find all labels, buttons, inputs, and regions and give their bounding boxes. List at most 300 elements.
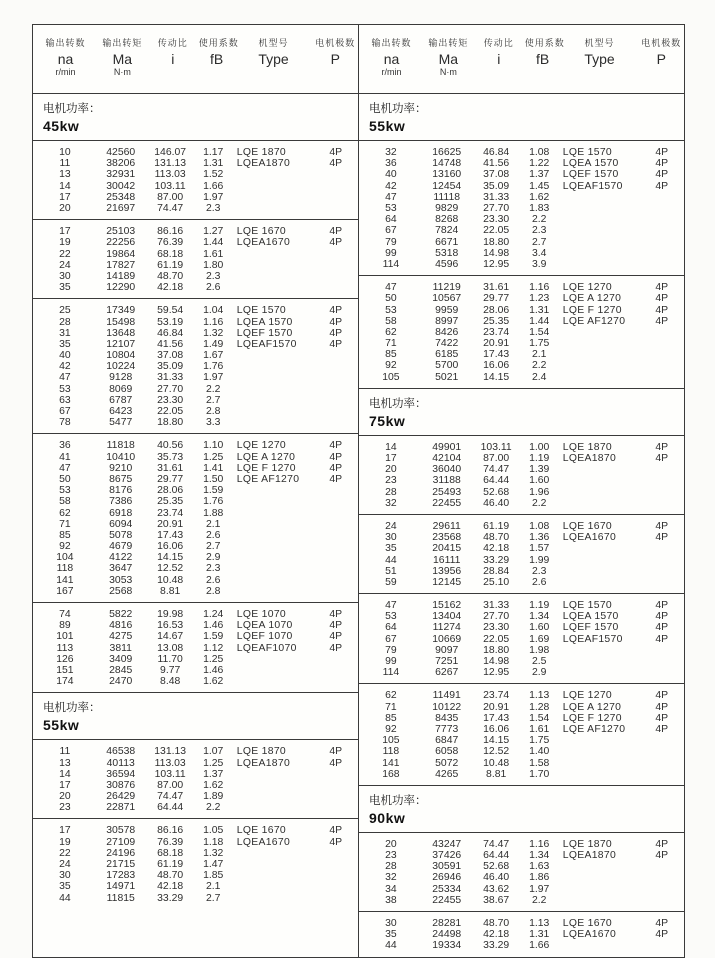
- cell-output-speed: 35: [59, 282, 71, 294]
- cell-motor-poles: 4P: [655, 701, 669, 713]
- table-row: [33, 305, 358, 316]
- table-row: [359, 929, 684, 940]
- cell-service-factor: 1.96: [529, 486, 550, 498]
- cell-output-speed: 92: [385, 723, 397, 735]
- cell-service-factor: 1.41: [203, 462, 224, 474]
- table-row: [359, 724, 684, 735]
- table-row: [33, 643, 358, 654]
- cell-service-factor: 1.08: [529, 147, 550, 159]
- cell-output-torque: 23568: [432, 532, 462, 544]
- spec-block: [359, 436, 684, 515]
- table-row: [33, 620, 358, 631]
- cell-ratio: 19.98: [157, 609, 184, 621]
- cell-model-type: LQEA1670: [236, 237, 291, 249]
- spec-block: [359, 141, 684, 276]
- cell-output-speed: 20: [385, 464, 397, 476]
- table-row: [359, 622, 684, 633]
- cell-output-speed: 67: [385, 633, 397, 645]
- cell-output-speed: 59: [385, 576, 397, 588]
- table-row: [359, 475, 684, 486]
- cell-model-type: LQE 1570: [562, 147, 612, 159]
- table-row: [359, 360, 684, 371]
- cell-service-factor: 2.1: [206, 518, 221, 530]
- table-row: [33, 530, 358, 541]
- cell-service-factor: 1.22: [529, 158, 550, 170]
- cell-service-factor: 1.31: [529, 929, 550, 941]
- cell-ratio: 12.95: [483, 667, 510, 679]
- cell-output-speed: 104: [56, 552, 74, 564]
- cell-output-speed: 20: [59, 791, 71, 803]
- cell-service-factor: 1.40: [529, 746, 550, 758]
- cell-output-speed: 44: [59, 892, 71, 904]
- cell-output-torque: 17349: [106, 305, 136, 317]
- cell-ratio: 22.05: [483, 633, 510, 645]
- cell-output-torque: 21715: [106, 859, 136, 871]
- header-label-cn: 电机极数: [315, 38, 356, 48]
- cell-model-type: LQEA 1570: [562, 158, 619, 170]
- table-row: [33, 181, 358, 192]
- cell-service-factor: 3.3: [206, 417, 221, 429]
- header-label-cn: 电机极数: [641, 38, 682, 48]
- cell-service-factor: 1.70: [529, 768, 550, 780]
- table-row: [359, 338, 684, 349]
- cell-service-factor: 1.12: [203, 642, 224, 654]
- cell-output-torque: 2568: [109, 585, 133, 597]
- cell-output-torque: 8069: [109, 383, 133, 395]
- section-header-55kw: [33, 693, 358, 740]
- table-row: [33, 249, 358, 260]
- cell-output-torque: 36594: [106, 768, 136, 780]
- table-row: [33, 147, 358, 158]
- cell-output-speed: 105: [382, 371, 400, 383]
- cell-output-torque: 25334: [432, 883, 462, 895]
- cell-ratio: 10.48: [483, 757, 510, 769]
- cell-output-speed: 126: [56, 653, 74, 665]
- table-row: [359, 282, 684, 293]
- cell-ratio: 18.80: [483, 236, 510, 248]
- cell-service-factor: 1.76: [203, 361, 224, 373]
- cell-model-type: LQEA1870: [236, 158, 291, 170]
- cell-output-torque: 2845: [109, 664, 133, 676]
- table-row: [33, 316, 358, 327]
- cell-service-factor: 1.98: [529, 644, 550, 656]
- cell-output-torque: 11815: [106, 892, 135, 904]
- cell-ratio: 9.77: [160, 664, 181, 676]
- cell-output-speed: 62: [385, 326, 397, 338]
- cell-output-torque: 43247: [432, 838, 462, 850]
- cell-output-speed: 141: [56, 574, 74, 586]
- cell-output-speed: 50: [385, 293, 397, 305]
- cell-service-factor: 2.1: [206, 881, 221, 893]
- table-row: [33, 665, 358, 676]
- table-row: [359, 566, 684, 577]
- section-header-45kw: [33, 94, 358, 141]
- cell-service-factor: 1.19: [529, 600, 550, 612]
- table-row: [359, 442, 684, 453]
- cell-output-torque: 3409: [109, 653, 133, 665]
- cell-ratio: 48.70: [483, 918, 510, 930]
- cell-output-speed: 42: [385, 180, 397, 192]
- cell-output-speed: 47: [385, 191, 397, 203]
- cell-output-speed: 71: [59, 518, 71, 530]
- cell-motor-poles: 4P: [329, 316, 343, 328]
- cell-output-speed: 114: [382, 258, 400, 270]
- cell-output-speed: 20: [385, 838, 397, 850]
- table-row: [33, 825, 358, 836]
- cell-output-torque: 11274: [432, 622, 461, 634]
- cell-ratio: 16.06: [157, 541, 184, 553]
- cell-output-speed: 31: [59, 327, 71, 339]
- table-row: [33, 384, 358, 395]
- table-row: [359, 316, 684, 327]
- cell-service-factor: 1.63: [529, 861, 550, 873]
- cell-output-speed: 79: [385, 236, 397, 248]
- table-row: [359, 521, 684, 532]
- gear-motor-spec-table: [32, 24, 685, 958]
- table-row: [33, 848, 358, 859]
- cell-output-speed: 64: [385, 622, 397, 634]
- cell-output-speed: 28: [385, 861, 397, 873]
- cell-output-torque: 9829: [435, 203, 459, 215]
- cell-output-torque: 9959: [435, 304, 459, 316]
- cell-motor-poles: 4P: [655, 441, 669, 453]
- cell-output-torque: 10224: [106, 361, 136, 373]
- cell-service-factor: 1.45: [529, 180, 550, 192]
- table-row: [359, 147, 684, 158]
- cell-service-factor: 1.32: [203, 847, 224, 859]
- cell-service-factor: 1.88: [203, 507, 224, 519]
- cell-output-torque: 3053: [109, 574, 133, 586]
- cell-output-torque: 7422: [435, 338, 459, 350]
- cell-model-type: LQE 1670: [236, 825, 286, 837]
- cell-service-factor: 1.60: [529, 622, 550, 634]
- cell-output-torque: 12145: [432, 576, 462, 588]
- cell-output-torque: 42560: [106, 147, 136, 159]
- header-i: [473, 36, 525, 84]
- table-row: [359, 600, 684, 611]
- cell-output-torque: 7386: [109, 496, 133, 508]
- cell-output-speed: 53: [59, 383, 71, 395]
- table-row: [33, 519, 358, 530]
- cell-service-factor: 1.28: [529, 701, 550, 713]
- cell-output-speed: 20: [59, 203, 71, 215]
- cell-motor-poles: 4P: [329, 836, 343, 848]
- table-row: [359, 690, 684, 701]
- table-row: [359, 349, 684, 360]
- spec-block: [33, 603, 358, 693]
- cell-service-factor: 1.16: [529, 282, 550, 294]
- cell-output-speed: 14: [385, 441, 397, 453]
- cell-service-factor: 2.6: [206, 574, 221, 586]
- cell-output-torque: 6918: [109, 507, 133, 519]
- cell-output-torque: 6847: [435, 735, 459, 747]
- table-row: [359, 884, 684, 895]
- header-symbol: Type: [584, 51, 615, 67]
- cell-model-type: LQEAF1570: [562, 180, 623, 192]
- cell-model-type: LQE F 1270: [236, 462, 296, 474]
- cell-model-type: LQEF 1570: [236, 327, 293, 339]
- cell-ratio: 103.11: [480, 441, 512, 453]
- cell-output-torque: 20415: [432, 543, 462, 555]
- cell-output-torque: 16625: [432, 147, 462, 159]
- cell-ratio: 41.56: [157, 338, 184, 350]
- cell-ratio: 42.18: [157, 282, 184, 294]
- header-symbol: i: [497, 51, 501, 67]
- cell-ratio: 10.48: [157, 574, 184, 586]
- cell-model-type: LQE 1670: [562, 918, 612, 930]
- cell-output-speed: 50: [59, 473, 71, 485]
- cell-ratio: 48.70: [157, 870, 184, 882]
- spec-block: [359, 276, 684, 389]
- cell-output-speed: 14: [59, 180, 71, 192]
- cell-ratio: 46.84: [483, 147, 510, 159]
- cell-output-torque: 2470: [109, 676, 133, 688]
- cell-output-speed: 53: [385, 203, 397, 215]
- cell-output-speed: 30: [385, 918, 397, 930]
- cell-service-factor: 2.3: [206, 270, 221, 282]
- cell-service-factor: 1.18: [203, 836, 224, 848]
- cell-output-torque: 11491: [432, 690, 461, 702]
- cell-ratio: 86.16: [157, 226, 184, 238]
- cell-ratio: 27.70: [483, 611, 510, 623]
- cell-service-factor: 2.3: [532, 565, 547, 577]
- spec-block: [33, 434, 358, 603]
- spec-block: [359, 833, 684, 912]
- cell-service-factor: 1.17: [203, 147, 224, 159]
- cell-motor-poles: 4P: [655, 180, 669, 192]
- header-unit: N·m: [439, 67, 457, 77]
- cell-ratio: 8.81: [160, 585, 181, 597]
- cell-output-speed: 44: [385, 554, 397, 566]
- cell-output-torque: 4275: [109, 631, 133, 643]
- cell-service-factor: 1.97: [203, 372, 224, 384]
- cell-motor-poles: 4P: [329, 158, 343, 170]
- cell-service-factor: 1.07: [203, 746, 224, 758]
- cell-output-torque: 30578: [106, 825, 136, 837]
- cell-output-speed: 32: [385, 147, 397, 159]
- cell-service-factor: 1.19: [529, 453, 550, 465]
- header-poles: [313, 36, 359, 84]
- table-row: [359, 850, 684, 861]
- table-row: [359, 214, 684, 225]
- table-row: [33, 631, 358, 642]
- cell-service-factor: 1.97: [203, 191, 224, 203]
- table-row: [359, 634, 684, 645]
- cell-output-speed: 13: [59, 169, 71, 181]
- header-unit: r/min: [55, 67, 76, 77]
- cell-ratio: 17.43: [483, 712, 510, 724]
- cell-ratio: 68.18: [157, 248, 184, 260]
- column-header-row: [33, 25, 358, 94]
- cell-service-factor: 1.24: [203, 609, 224, 621]
- cell-motor-poles: 4P: [329, 825, 343, 837]
- cell-output-torque: 6185: [435, 349, 459, 361]
- cell-service-factor: 1.08: [529, 520, 550, 532]
- cell-motor-poles: 4P: [329, 338, 343, 350]
- cell-motor-poles: 4P: [655, 315, 669, 327]
- cell-motor-poles: 4P: [655, 850, 669, 862]
- cell-output-speed: 89: [59, 620, 71, 632]
- cell-ratio: 64.44: [483, 475, 510, 487]
- cell-model-type: LQE 1570: [236, 305, 286, 317]
- cell-output-speed: 11: [59, 158, 71, 170]
- header-label-cn: 输出转矩: [428, 38, 469, 48]
- cell-ratio: 35.09: [483, 180, 510, 192]
- cell-service-factor: 1.54: [529, 712, 550, 724]
- cell-output-speed: 47: [385, 282, 397, 294]
- spec-block: [33, 299, 358, 434]
- cell-ratio: 29.77: [483, 293, 510, 305]
- cell-output-torque: 30591: [432, 861, 462, 873]
- table-row: [33, 417, 358, 428]
- cell-service-factor: 1.62: [203, 779, 224, 791]
- spec-block: [359, 515, 684, 594]
- cell-output-speed: 30: [385, 532, 397, 544]
- cell-motor-poles: 4P: [655, 282, 669, 294]
- cell-output-speed: 168: [382, 768, 400, 780]
- cell-motor-poles: 4P: [329, 327, 343, 339]
- cell-service-factor: 2.2: [206, 383, 221, 395]
- cell-ratio: 74.47: [157, 203, 184, 215]
- cell-ratio: 23.30: [483, 622, 510, 634]
- cell-output-speed: 105: [382, 735, 400, 747]
- cell-ratio: 28.06: [157, 485, 184, 497]
- table-row: [359, 895, 684, 906]
- cell-motor-poles: 4P: [655, 147, 669, 159]
- table-row: [33, 586, 358, 597]
- table-row: [359, 746, 684, 757]
- table-row: [359, 769, 684, 780]
- table-row: [359, 259, 684, 270]
- spec-block: [33, 740, 358, 819]
- cell-model-type: LQEAF1570: [236, 338, 297, 350]
- cell-output-speed: 174: [56, 676, 74, 688]
- cell-model-type: LQE 1870: [236, 147, 286, 159]
- header-symbol: Ma: [112, 51, 133, 67]
- cell-service-factor: 1.66: [529, 940, 550, 952]
- cell-output-speed: 85: [385, 349, 397, 361]
- cell-output-speed: 113: [56, 642, 74, 654]
- table-row: [33, 271, 358, 282]
- cell-service-factor: 1.10: [203, 440, 224, 452]
- cell-output-torque: 38206: [106, 158, 136, 170]
- cell-ratio: 27.70: [483, 203, 510, 215]
- cell-ratio: 46.40: [483, 872, 510, 884]
- cell-output-speed: 42: [59, 361, 71, 373]
- cell-output-torque: 26946: [432, 872, 462, 884]
- cell-motor-poles: 4P: [329, 746, 343, 758]
- header-label-cn: 输出转矩: [102, 38, 143, 48]
- table-row: [33, 507, 358, 518]
- cell-ratio: 43.62: [483, 883, 510, 895]
- cell-output-torque: 12290: [106, 282, 136, 294]
- table-row: [33, 859, 358, 870]
- table-row: [33, 463, 358, 474]
- cell-output-speed: 40: [59, 350, 71, 362]
- cell-output-speed: 11: [59, 746, 71, 758]
- cell-service-factor: 1.31: [203, 158, 224, 170]
- cell-service-factor: 1.23: [529, 293, 550, 305]
- cell-service-factor: 1.59: [203, 631, 224, 643]
- cell-service-factor: 1.85: [203, 870, 224, 882]
- cell-model-type: LQE 1570: [562, 600, 612, 612]
- cell-output-torque: 22256: [106, 237, 136, 249]
- header-na: [359, 36, 424, 84]
- cell-motor-poles: 4P: [329, 147, 343, 159]
- header-label-cn: 使用系数: [524, 38, 565, 48]
- cell-ratio: 31.33: [157, 372, 184, 384]
- table-row: [359, 735, 684, 746]
- cell-output-speed: 36: [59, 440, 71, 452]
- cell-model-type: LQEF 1070: [236, 631, 293, 643]
- table-row: [359, 237, 684, 248]
- cell-service-factor: 2.7: [532, 236, 547, 248]
- cell-ratio: 16.06: [483, 360, 510, 372]
- cell-model-type: LQEA1870: [236, 757, 291, 769]
- cell-service-factor: 1.49: [203, 338, 224, 350]
- cell-ratio: 61.19: [157, 259, 184, 271]
- cell-output-torque: 5318: [435, 247, 459, 259]
- cell-output-speed: 35: [385, 543, 397, 555]
- cell-service-factor: 1.16: [529, 838, 550, 850]
- cell-ratio: 8.48: [160, 676, 181, 688]
- cell-motor-poles: 4P: [329, 305, 343, 317]
- cell-output-speed: 53: [385, 304, 397, 316]
- cell-output-torque: 8268: [435, 214, 459, 226]
- cell-model-type: LQE 1670: [562, 520, 612, 532]
- cell-motor-poles: 4P: [655, 532, 669, 544]
- header-symbol: Ma: [438, 51, 459, 67]
- cell-service-factor: 1.25: [203, 653, 224, 665]
- cell-service-factor: 2.9: [206, 552, 221, 564]
- table-row: [359, 464, 684, 475]
- cell-output-torque: 5822: [109, 609, 133, 621]
- cell-ratio: 35.09: [157, 361, 184, 373]
- cell-output-torque: 25103: [106, 226, 136, 238]
- table-row: [33, 496, 358, 507]
- cell-service-factor: 2.6: [206, 529, 221, 541]
- motor-power-value: 90kw: [369, 809, 406, 826]
- spec-block: [359, 912, 684, 957]
- cell-service-factor: 1.67: [203, 350, 224, 362]
- cell-ratio: 29.77: [157, 473, 184, 485]
- cell-service-factor: 1.60: [529, 475, 550, 487]
- cell-service-factor: 2.2: [532, 360, 547, 372]
- cell-output-torque: 8435: [435, 712, 459, 724]
- cell-ratio: 113.03: [154, 169, 186, 181]
- cell-output-torque: 10669: [432, 633, 462, 645]
- cell-ratio: 87.00: [483, 453, 510, 465]
- table-row: [359, 327, 684, 338]
- cell-output-speed: 114: [382, 667, 400, 679]
- cell-motor-poles: 4P: [655, 633, 669, 645]
- cell-motor-poles: 4P: [655, 293, 669, 305]
- cell-output-speed: 47: [385, 600, 397, 612]
- cell-service-factor: 1.57: [529, 543, 550, 555]
- cell-ratio: 33.29: [483, 940, 510, 952]
- table-row: [33, 452, 358, 463]
- cell-service-factor: 1.16: [203, 316, 224, 328]
- table-row: [33, 881, 358, 892]
- cell-output-torque: 4816: [109, 620, 133, 632]
- header-poles: [639, 36, 685, 84]
- table-row: [33, 654, 358, 665]
- table-row: [33, 361, 358, 372]
- cell-output-speed: 41: [59, 451, 71, 463]
- cell-output-speed: 51: [385, 565, 397, 577]
- table-row: [359, 554, 684, 565]
- cell-service-factor: 1.34: [529, 611, 550, 623]
